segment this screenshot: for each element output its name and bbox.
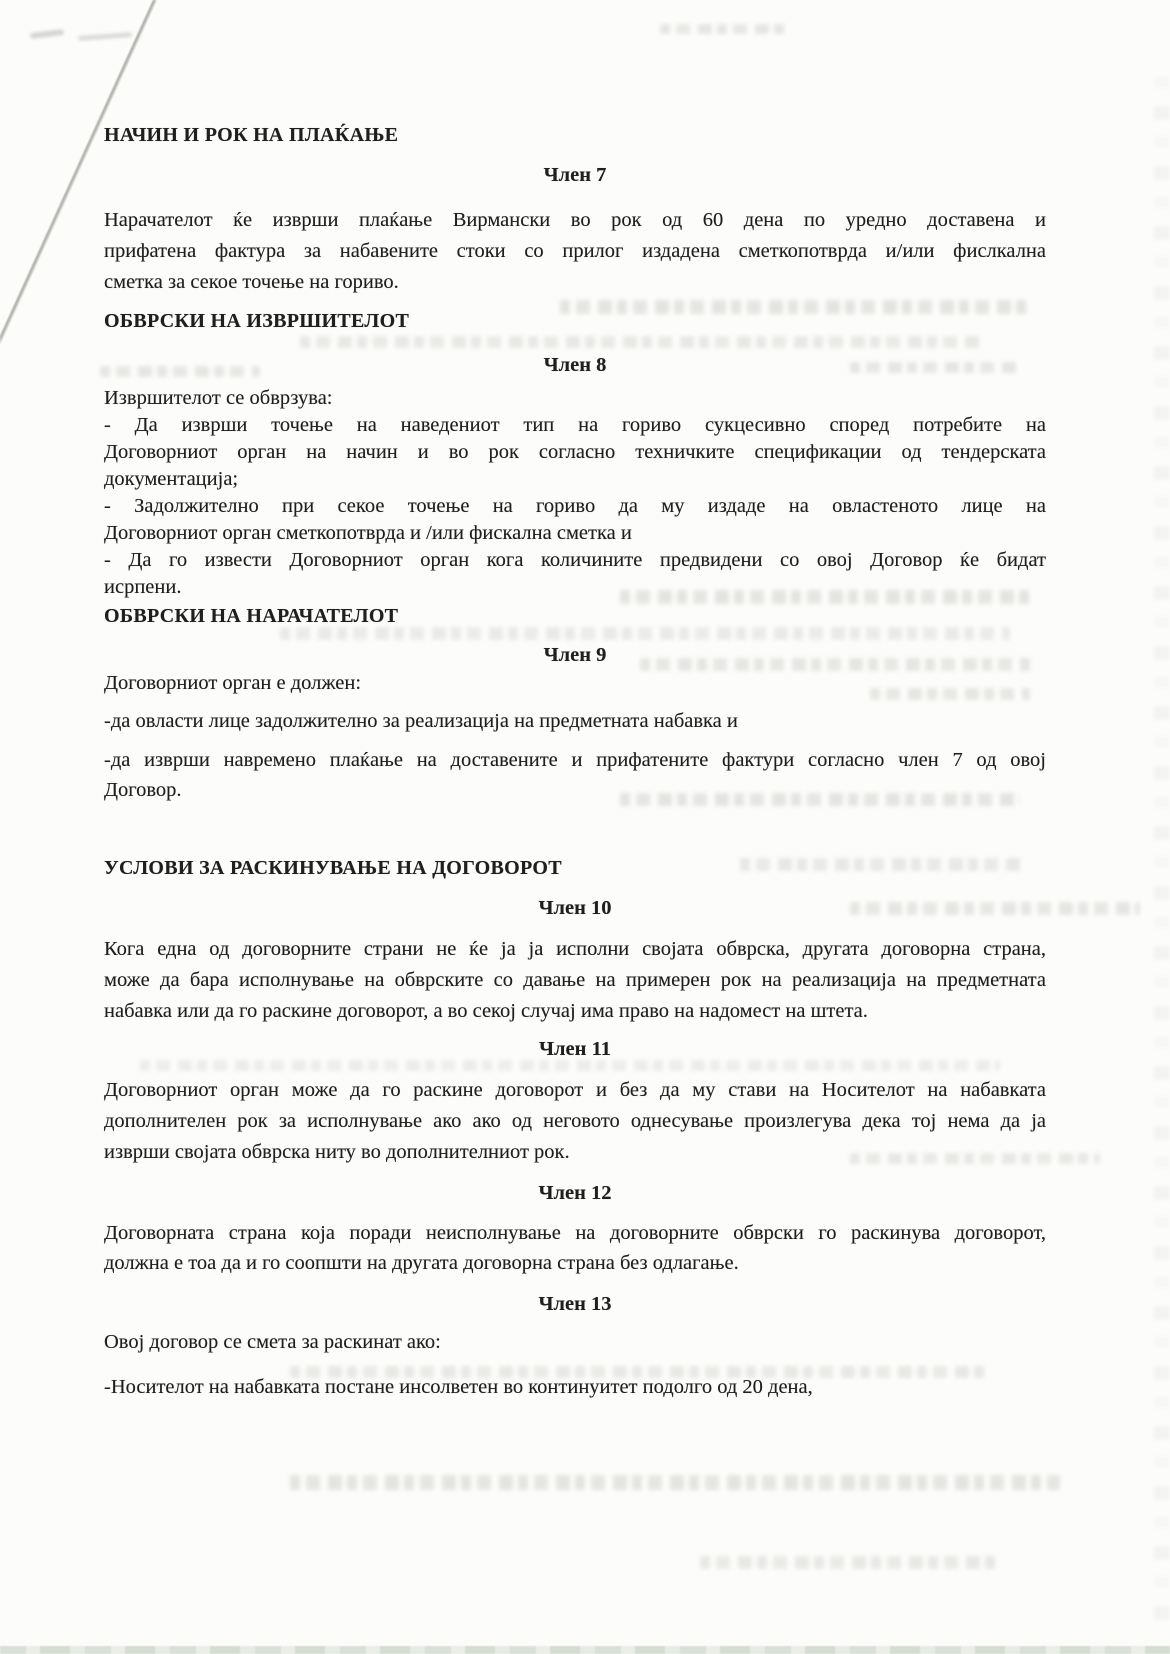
section-heading-payment: НАЧИН И РОК НА ПЛАЌАЊЕ bbox=[104, 124, 399, 146]
article-7-title: Член 7 bbox=[543, 164, 607, 186]
article-12-title: Член 12 bbox=[538, 1182, 612, 1204]
section-heading-contractor-obligations: ОБВРСКИ НА ИЗВРШИТЕЛОТ bbox=[104, 310, 410, 332]
line: должна е тоа да и го соопшти на другата договорна страна без одлагање. bbox=[104, 1252, 739, 1274]
article-8-obligation-3 bbox=[104, 547, 1046, 601]
line: Овој договор се смета за раскинат ако: bbox=[104, 1331, 441, 1353]
line: Договорната страна која поради неисполнување на договорните обврски го раскинува договорот, bbox=[104, 1222, 1046, 1244]
page-bottom-edge bbox=[0, 1646, 1170, 1654]
line: исрпени. bbox=[104, 576, 182, 598]
line: - Да изврши точење на наведениот тип на гориво сукцесивно според потребите на bbox=[104, 414, 1046, 436]
line: Договор. bbox=[104, 779, 182, 801]
line: -Носителот на набавката постане инсолветен во континуитет подолго од 20 дена, bbox=[104, 1376, 813, 1398]
article-11-paragraph bbox=[104, 1075, 1046, 1168]
bleed-through-mark bbox=[290, 1475, 1060, 1490]
article-11-title: Член 11 bbox=[539, 1038, 611, 1060]
bleed-through-mark bbox=[300, 336, 980, 348]
article-8-obligation-1 bbox=[104, 412, 1046, 493]
article-8-obligation-2 bbox=[104, 493, 1046, 547]
bleed-through-mark bbox=[700, 1556, 1000, 1569]
scan-edge-noise bbox=[1154, 60, 1170, 1620]
line: - Задолжително при секое точење на гориво да му издаде на овластеното лице на bbox=[104, 495, 1046, 517]
line: документација; bbox=[104, 468, 239, 490]
line: Кога една од договорните страни не ќе ја ја исполни својата обврска, другата договорна страна, bbox=[104, 938, 1046, 960]
line: - Да го извести Договорниот орган кога количините предвидени со овој Договор ќе бидат bbox=[104, 549, 1046, 571]
article-7-paragraph bbox=[104, 205, 1046, 298]
article-9-intro bbox=[104, 668, 1046, 698]
line: може да бара исполнување на обврските со давање на примерен рок на реализација на предметната bbox=[104, 969, 1046, 991]
line: -да изврши навремено плаќање на доставените и прифатените фактури согласно член 7 од овој bbox=[104, 749, 1046, 771]
line: Извршителот се обврзува: bbox=[104, 387, 333, 409]
article-8-title: Член 8 bbox=[543, 354, 607, 376]
line: Нарачателот ќе изврши плаќање Вирмански во рок од 60 дена по уредно доставена и bbox=[104, 209, 1046, 231]
article-9-item-2 bbox=[104, 745, 1046, 805]
line: Договорниот орган на начин и во рок согласно техничките спецификации од тендерската bbox=[104, 441, 1046, 463]
article-12-paragraph bbox=[104, 1218, 1046, 1278]
article-10-title: Член 10 bbox=[538, 897, 612, 919]
bleed-through-mark bbox=[660, 24, 790, 34]
line: Договорниот орган е должен: bbox=[104, 672, 362, 694]
article-8-intro bbox=[104, 385, 1046, 412]
line: Договорниот орган сметкопотврда и /или фискална сметка и bbox=[104, 522, 632, 544]
line: дополнителен рок за исполнување ако ако од неговото однесување произлегува дека тој нема да ја bbox=[104, 1110, 1046, 1132]
line: изврши својата обврска ниту во дополнителниот рок. bbox=[104, 1141, 570, 1163]
line: набавка или да го раскине договорот, а во секој случај има право на надомест на штета. bbox=[104, 1000, 868, 1022]
article-13-intro bbox=[104, 1327, 1046, 1357]
section-heading-client-obligations: ОБВРСКИ НА НАРАЧАТЕЛОТ bbox=[104, 605, 399, 627]
article-13-item-1 bbox=[104, 1372, 1046, 1402]
line: сметка за секое точење на гориво. bbox=[104, 271, 399, 293]
article-13-title: Член 13 bbox=[538, 1293, 612, 1315]
line: Договорниот орган може да го раскине договорот и без да му стави на Носителот на набавката bbox=[104, 1079, 1046, 1101]
article-10-paragraph bbox=[104, 934, 1046, 1027]
line: -да овласти лице задолжително за реализација на предметната набавка и bbox=[104, 710, 738, 732]
article-9-item-1 bbox=[104, 706, 1046, 736]
article-9-title: Член 9 bbox=[543, 644, 607, 666]
line: прифатена фактура за набавените стоки со прилог издадена сметкопотврда и/или фислкална bbox=[104, 240, 1046, 262]
section-heading-termination: УСЛОВИ ЗА РАСКИНУВАЊЕ НА ДОГОВОРОТ bbox=[104, 857, 562, 879]
